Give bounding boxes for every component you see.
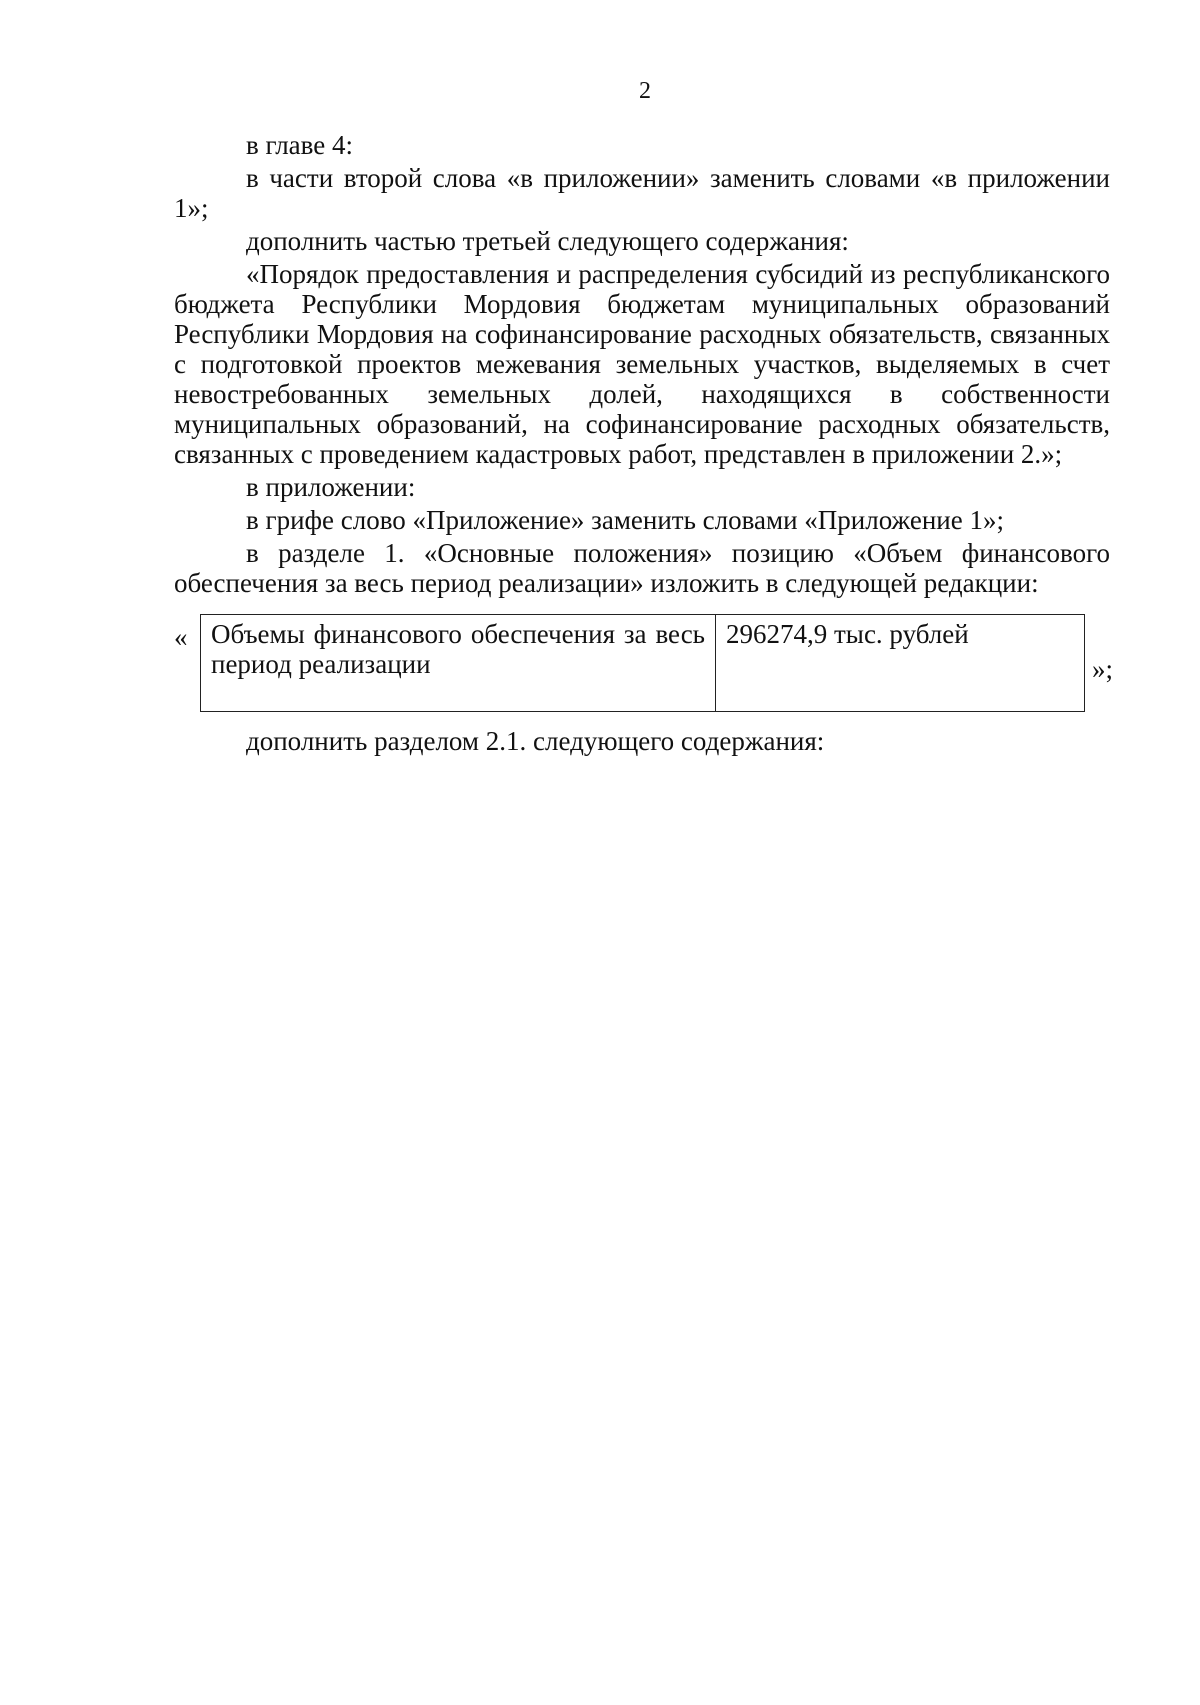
opening-quote-mark: « <box>174 622 188 652</box>
paragraph-part-two: в части второй слова «в приложении» заменить словами «в приложении 1»; <box>174 163 1110 223</box>
document-body <box>174 130 1114 762</box>
paragraph-add-section-2-1: дополнить разделом 2.1. следующего содержания: <box>246 726 825 756</box>
paragraph-chapter-4: в главе 4: <box>246 130 353 160</box>
page-number: 2 <box>639 78 651 104</box>
quoted-table-block <box>174 614 1114 714</box>
funding-table <box>200 614 1085 712</box>
table-row <box>201 615 1085 712</box>
funding-value-cell: 296274,9 тыс. рублей <box>716 615 1085 712</box>
funding-label-cell: Объемы финансового обеспечения за весь период реализации <box>201 615 716 712</box>
paragraph-add-part-three: дополнить частью третьей следующего содержания: <box>246 226 849 256</box>
paragraph-section-1: в разделе 1. «Основные положения» позицию «Объем финансового обеспечения за весь период реализации» изложить в следующей редакции: <box>174 538 1110 598</box>
paragraph-in-appendix: в приложении: <box>246 472 416 502</box>
paragraph-order-quote: «Порядок предоставления и распределения субсидий из республиканского бюджета Республики Мордовия бюджетам муниципальных образований Республики Мордовия на софинансирование расходных обязательств, связанных с подготовкой проектов межевания земельных участков, выделяемых в счет невостребованных земельных долей, находящихся в собственности муниципальных образований, на софинансирование расходных обязательств, связанных с проведением кадастровых работ, представлен в приложении 2.»; <box>174 259 1110 469</box>
paragraph-stamp: в грифе слово «Приложение» заменить словами «Приложение 1»; <box>246 505 1004 535</box>
closing-quote-mark: »; <box>1092 654 1114 684</box>
